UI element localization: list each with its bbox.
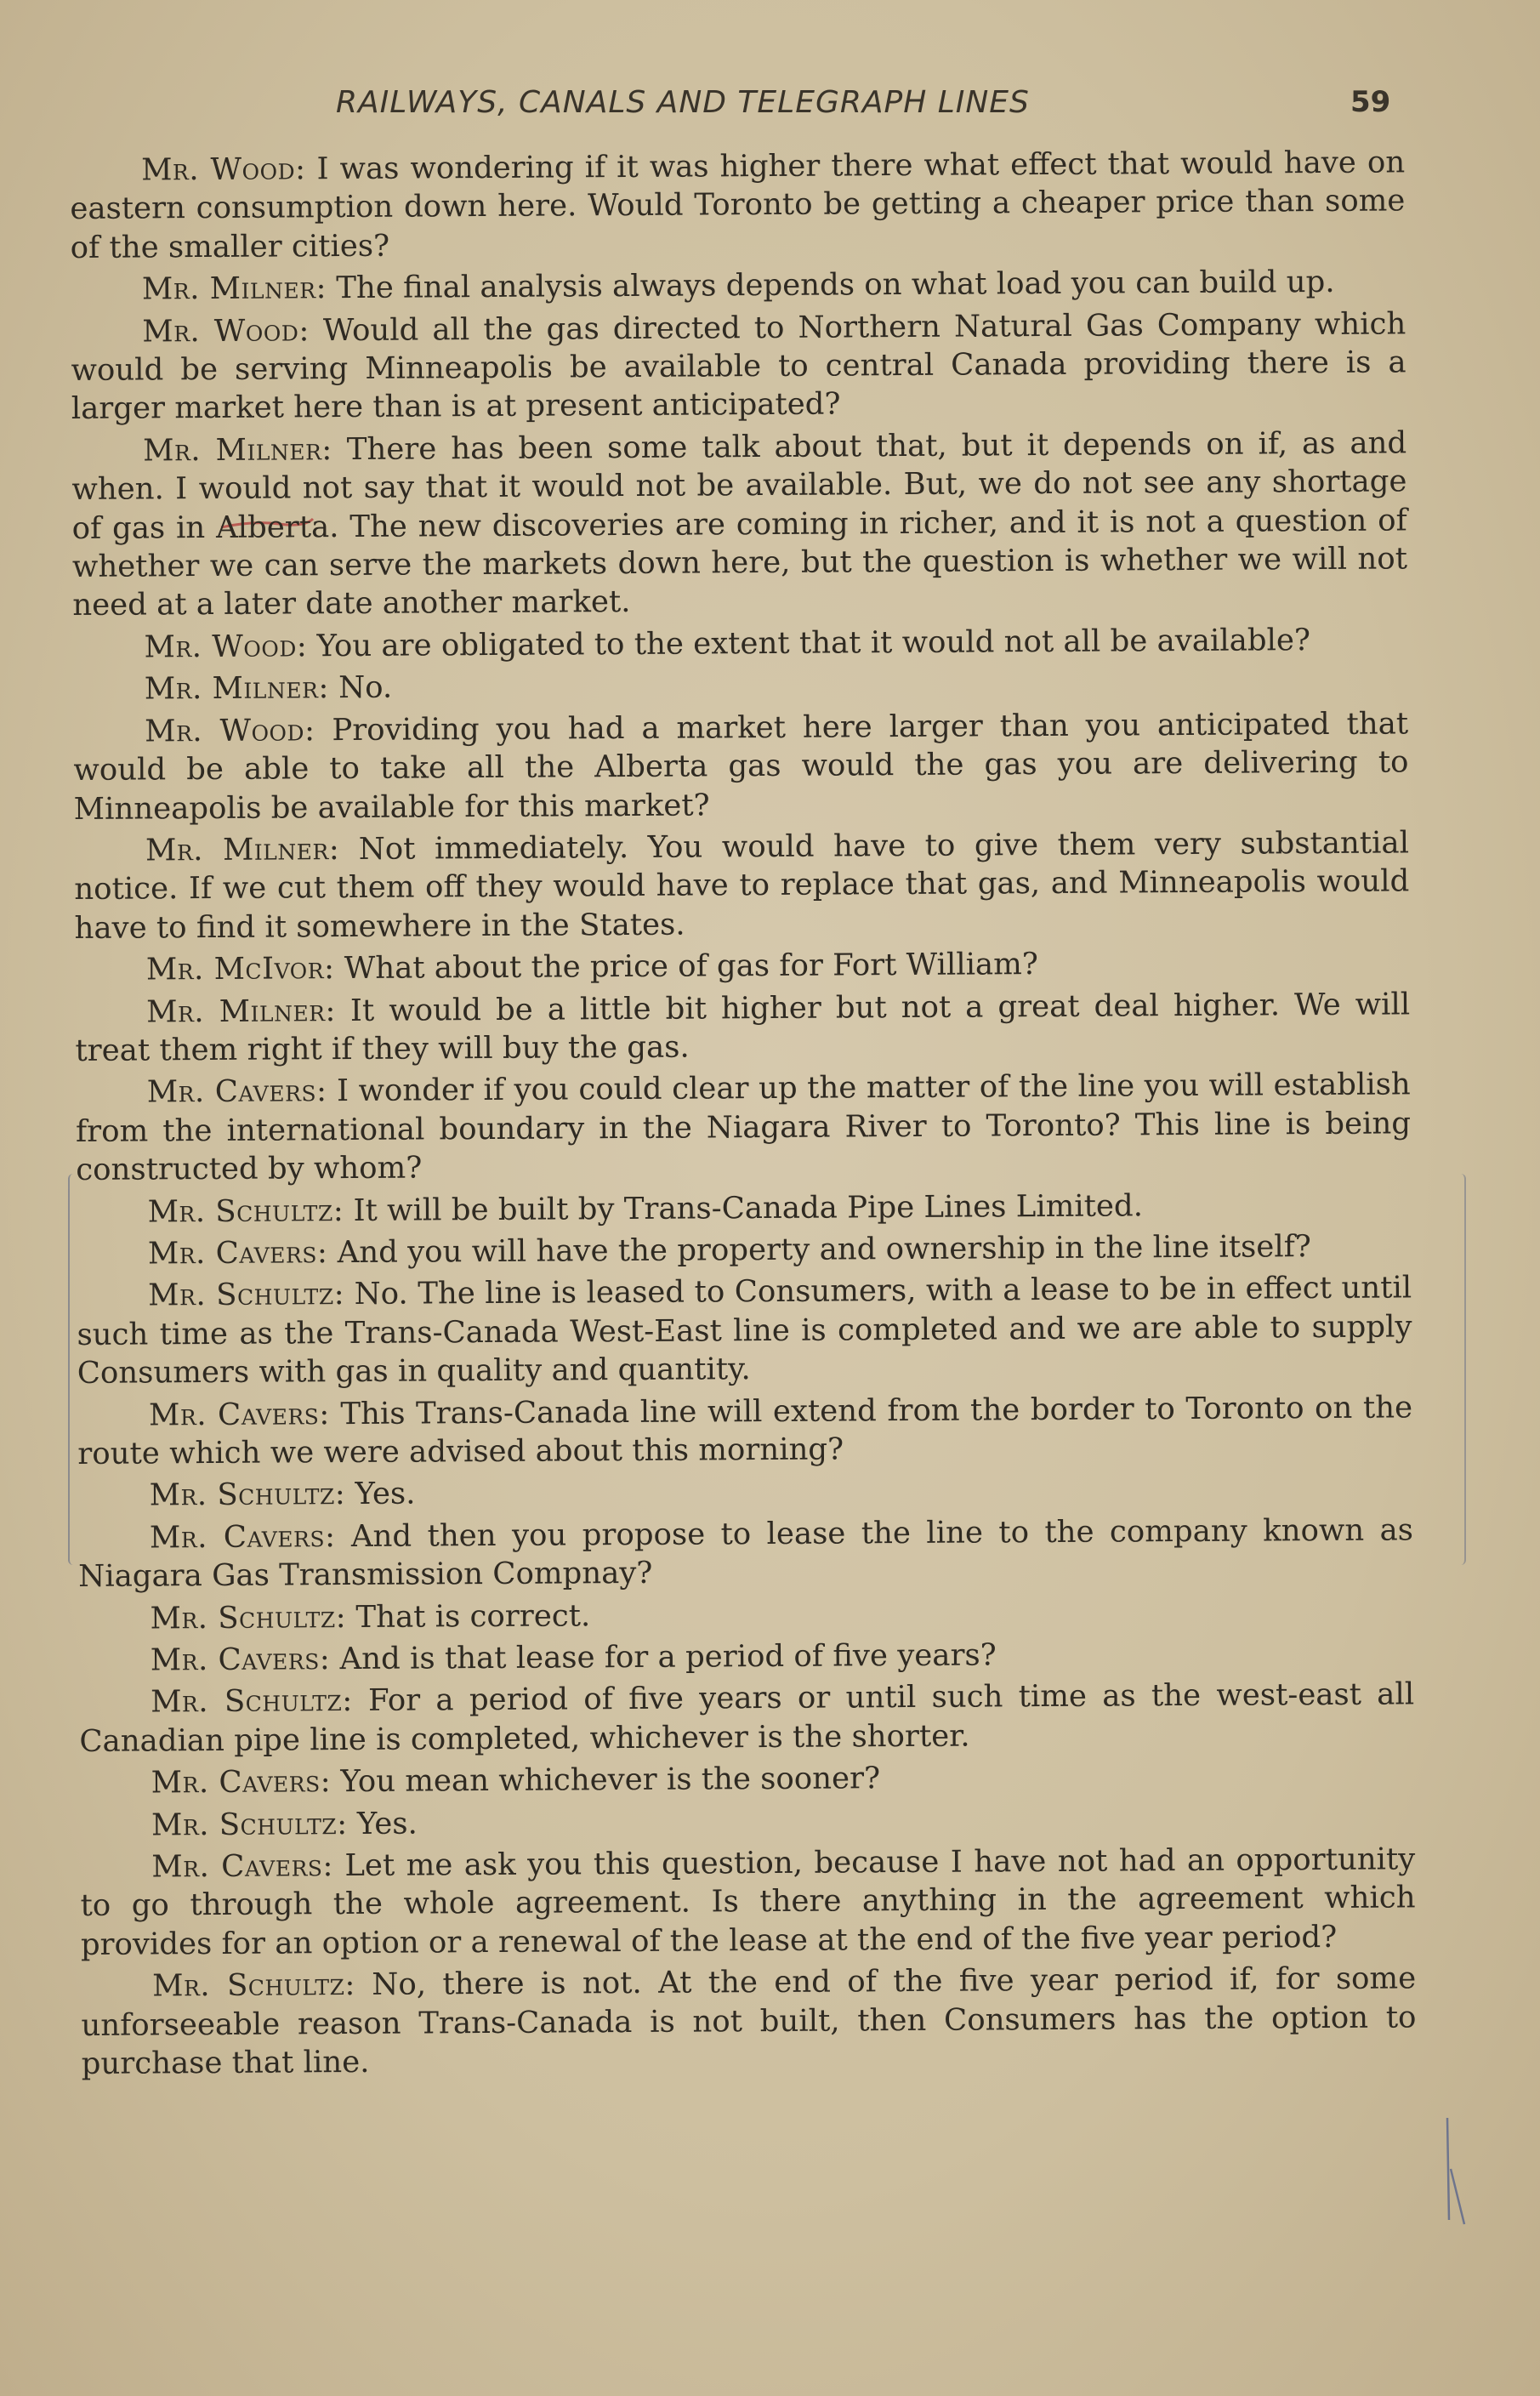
running-header xyxy=(0,85,1540,128)
speech-text: Would all the gas directed to Northern Natural Gas Company which would be serving Minneapolis be available to central Canada providing there is a larger market here than is at present anticipated? xyxy=(71,306,1406,427)
speaker-name: Mr. Schultz: xyxy=(151,1806,348,1843)
speaker-name: Mr. Cavers: xyxy=(148,1396,330,1433)
transcript-paragraph xyxy=(76,1185,1411,1232)
speech-text: It will be built by Trans-Canada Pipe Lines Limited. xyxy=(344,1187,1144,1228)
speech-text: It would be a little bit higher but not a great deal higher. We will treat them right if they will buy the gas. xyxy=(75,986,1411,1068)
margin-pencil-mark xyxy=(1439,2118,1473,2228)
transcript-paragraph xyxy=(79,1633,1414,1680)
speaker-name: Mr. Milner: xyxy=(146,993,337,1029)
transcript-body xyxy=(70,143,1417,2086)
transcript-paragraph xyxy=(75,943,1410,990)
speech-text: No, there is not. At the end of the five year period if, for some unforseeable reason Trans-Canada is not built, then Consumers has the option to purchase that line. xyxy=(81,1961,1417,2082)
transcript-paragraph xyxy=(73,704,1409,828)
speaker-name: Mr. Schultz: xyxy=(150,1599,347,1636)
speech-text: Let me ask you this question, because I have not had an opportunity to go through the whole agreement. Is there anything in the agreement which provides for an option or a renewal of the lease at the end of the five year period? xyxy=(80,1841,1416,1962)
speech-text: Not immediately. You would have to give them very substantial notice. If we cut them off they would have to replace that gas, and Minneapolis would have to find it somewhere in the States. xyxy=(74,825,1410,946)
speaker-name: Mr. Schultz: xyxy=(148,1277,345,1313)
speaker-name: Mr. Cavers: xyxy=(147,1235,328,1272)
transcript-paragraph xyxy=(79,1676,1415,1761)
transcript-paragraph xyxy=(71,424,1407,625)
speech-text: I wonder if you could clear up the matter of the line you will establish from the international boundary in the Niagara River to Toronto? This line is being constructed by whom? xyxy=(75,1067,1412,1188)
speaker-name: Mr. Wood: xyxy=(141,151,306,188)
speech-text: And you will have the property and ownership in the line itself? xyxy=(327,1229,1311,1271)
speech-text: No. The line is leased to Consumers, with a lease to be in effect until such time as the Trans-Canada West-East line is completed and we are able to supply Consumers with gas in quality and quantity. xyxy=(77,1270,1412,1392)
transcript-paragraph xyxy=(71,304,1406,429)
speaker-name: Mr. Schultz: xyxy=(152,1967,356,2004)
speaker-name: Mr. Cavers: xyxy=(146,1073,327,1110)
page-number: 59 xyxy=(1350,85,1391,119)
speaker-name: Mr. Milner: xyxy=(144,670,329,707)
transcript-paragraph xyxy=(73,663,1408,709)
transcript-paragraph xyxy=(78,1511,1414,1596)
transcript-paragraph xyxy=(77,1269,1412,1393)
transcript-paragraph xyxy=(74,823,1410,948)
transcript-paragraph xyxy=(78,1591,1413,1638)
speaker-name: Mr. Wood: xyxy=(145,712,315,749)
speech-text: The final analysis always depends on what load you can build up. xyxy=(326,265,1335,306)
transcript-paragraph xyxy=(80,1756,1415,1803)
speech-text: You are obligated to the extent that it would not all be available? xyxy=(307,622,1311,664)
transcript-paragraph xyxy=(80,1840,1416,1964)
speech-text: That is correct. xyxy=(346,1597,591,1635)
speaker-name: Mr. Schultz: xyxy=(151,1683,353,1720)
transcript-paragraph xyxy=(71,263,1406,310)
transcript-paragraph xyxy=(77,1226,1412,1273)
transcript-paragraph xyxy=(76,1066,1412,1190)
speaker-name: Mr. Schultz: xyxy=(147,1192,344,1230)
transcript-paragraph xyxy=(77,1388,1413,1473)
transcript-paragraph xyxy=(75,985,1411,1070)
speech-text: What about the price of gas for Fort William? xyxy=(334,947,1038,987)
speaker-name: Mr. Schultz: xyxy=(149,1477,346,1513)
speech-text: No. xyxy=(328,669,393,706)
speaker-name: Mr. Wood: xyxy=(142,312,310,350)
speech-text: And is that lease for a period of five years? xyxy=(330,1637,997,1677)
speaker-name: Mr. Milner: xyxy=(141,270,327,307)
speech-text: I was wondering if it was higher there what effect that would have on eastern consumption down here. Would Toronto be getting a cheaper price than some of the smaller cities? xyxy=(70,145,1406,265)
speech-text: And then you propose to lease the line to the company known as Niagara Gas Transmission Compnay? xyxy=(78,1512,1414,1595)
speech-text: Providing you had a market here larger than you anticipated that would be able to take all the Alberta gas would the gas you are delivering to Minneapolis be available for this market? xyxy=(73,706,1409,827)
speaker-name: Mr. Cavers: xyxy=(151,1764,332,1801)
speech-text: Yes. xyxy=(345,1476,416,1512)
speaker-name: Mr. Milner: xyxy=(143,431,332,469)
speaker-name: Mr. Wood: xyxy=(144,629,308,665)
speech-text: Yes. xyxy=(347,1806,418,1841)
speaker-name: Mr. Cavers: xyxy=(151,1848,334,1885)
speaker-name: Mr. McIvor: xyxy=(145,951,335,987)
transcript-paragraph xyxy=(80,1798,1415,1845)
speaker-name: Mr. Milner: xyxy=(145,831,340,868)
speech-text: This Trans-Canada line will extend from the border to Toronto on the route which we were advised about this morning? xyxy=(77,1389,1413,1471)
speaker-name: Mr. Cavers: xyxy=(149,1518,336,1556)
transcript-paragraph xyxy=(78,1469,1413,1516)
transcript-paragraph xyxy=(81,1960,1417,2084)
transcript-paragraph xyxy=(72,620,1407,667)
speech-text: There has been some talk about that, but it depends on if, as and when. I would not say that it would not be available. But, we do not see any shortage of gas in Alberta. The new discoveries are coming in richer, and it is not a question of whether we can serve the markets down here, but the question is whether we will not need at a later date another market. xyxy=(71,425,1408,623)
speaker-name: Mr. Cavers: xyxy=(150,1642,331,1678)
running-title: RAILWAYS, CANALS AND TELEGRAPH LINES xyxy=(336,85,1030,120)
speech-text: You mean whichever is the sooner? xyxy=(331,1761,881,1800)
transcript-paragraph xyxy=(70,143,1406,267)
speech-text: For a period of five years or until such time as the west-east all Canadian pipe line is completed, whichever is the shorter. xyxy=(79,1676,1415,1759)
